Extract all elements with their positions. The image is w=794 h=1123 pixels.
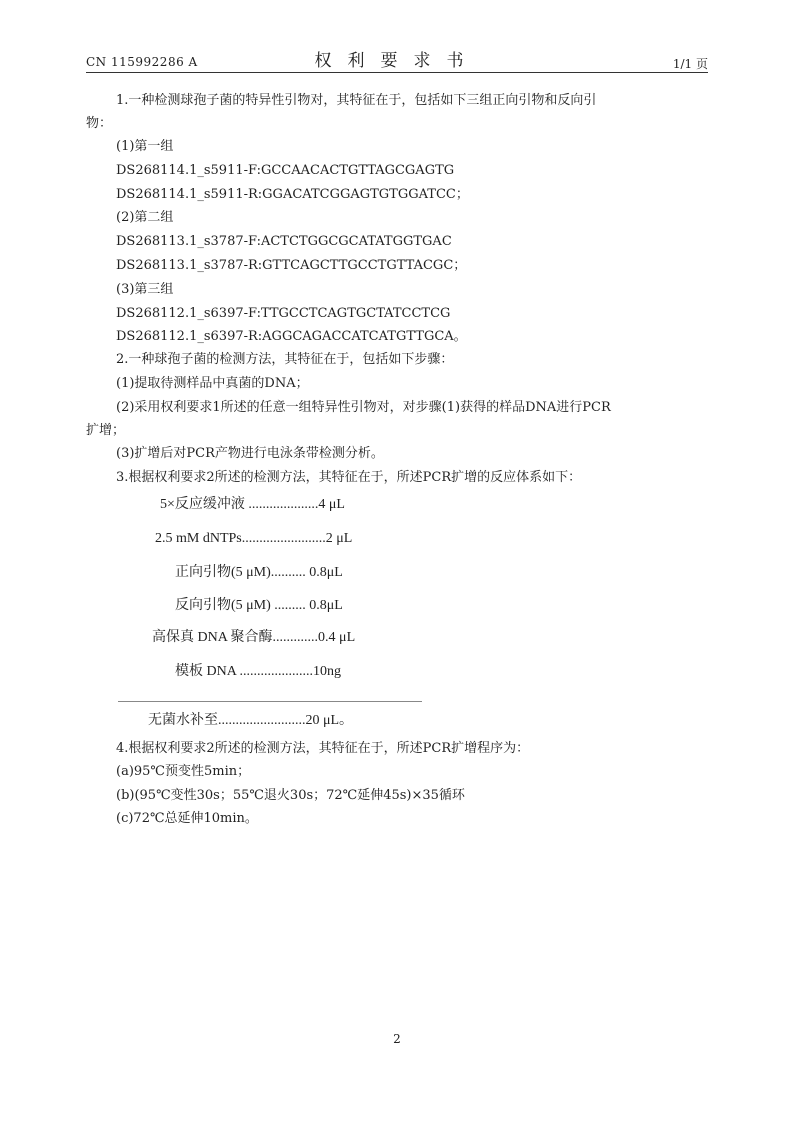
claim-2-step-2-line-1: (2)采用权利要求1所述的任意一组特异性引物对，对步骤(1)获得的样品DNA进行PCR <box>116 400 611 415</box>
claim-1-line-1: 1.一种检测球孢子菌的特异性引物对，其特征在于，包括如下三组正向引物和反向引 <box>116 93 597 108</box>
reaction-water: 无菌水补至.........................20 μL。 <box>148 713 354 728</box>
claim-2: 2.一种球孢子菌的检测方法，其特征在于，包括如下步骤： <box>116 352 454 367</box>
primer-group-3-forward: DS268112.1_s6397-F:TTGCCTCAGTGCTATCCTCG <box>116 306 451 321</box>
primer-group-1-forward: DS268114.1_s5911-F:GCCAACACTGTTAGCGAGTG <box>116 163 455 178</box>
page-number: 2 <box>393 1032 401 1046</box>
primer-group-3-reverse: DS268112.1_s6397-R:AGGCAGACCATCATGTTGCA。 <box>116 329 467 344</box>
reaction-divider <box>118 701 422 702</box>
reaction-buffer: 5×反应缓冲液 ....................4 μL <box>160 497 345 512</box>
reaction-forward-primer: 正向引物(5 μM).......... 0.8μL <box>175 565 343 580</box>
header-doc-id: CN 115992286 A <box>86 55 198 69</box>
primer-group-2-reverse: DS268113.1_s3787-R:GTTCAGCTTGCCTGTTACGC； <box>116 258 467 273</box>
claim-4-step-b: (b)(95℃变性30s；55℃退火30s；72℃延伸45s)×35循环 <box>116 788 465 803</box>
header-page: 1/1 页 <box>672 57 708 71</box>
reaction-reverse-primer: 反向引物(5 μM) ......... 0.8μL <box>175 598 343 613</box>
claim-2-step-3: (3)扩增后对PCR产物进行电泳条带检测分析。 <box>116 446 384 461</box>
primer-group-2-heading: (2)第二组 <box>116 210 174 225</box>
claim-2-step-1: (1)提取待测样品中真菌的DNA； <box>116 376 309 391</box>
header-title: 权利要求书 <box>314 51 480 71</box>
header-rule <box>86 72 708 73</box>
claim-3: 3.根据权利要求2所述的检测方法，其特征在于，所述PCR扩增的反应体系如下： <box>116 470 582 485</box>
primer-group-2-forward: DS268113.1_s3787-F:ACTCTGGCGCATATGGTGAC <box>116 234 452 249</box>
reaction-polymerase: 高保真 DNA 聚合酶.............0.4 μL <box>152 630 356 645</box>
claim-4-step-a: (a)95℃预变性5min； <box>116 764 251 779</box>
primer-group-1-reverse: DS268114.1_s5911-R:GGACATCGGAGTGTGGATCC； <box>116 187 469 202</box>
reaction-dntps: 2.5 mM dNTPs........................2 μL <box>155 531 353 546</box>
claim-1-line-2: 物： <box>86 116 113 131</box>
claim-4: 4.根据权利要求2所述的检测方法，其特征在于，所述PCR扩增程序为： <box>116 741 530 756</box>
reaction-template: 模板 DNA .....................10ng <box>175 664 342 679</box>
claim-2-step-2-line-2: 扩增； <box>86 423 126 438</box>
primer-group-3-heading: (3)第三组 <box>116 282 174 297</box>
claim-4-step-c: (c)72℃总延伸10min。 <box>116 811 258 826</box>
primer-group-1-heading: (1)第一组 <box>116 139 174 154</box>
